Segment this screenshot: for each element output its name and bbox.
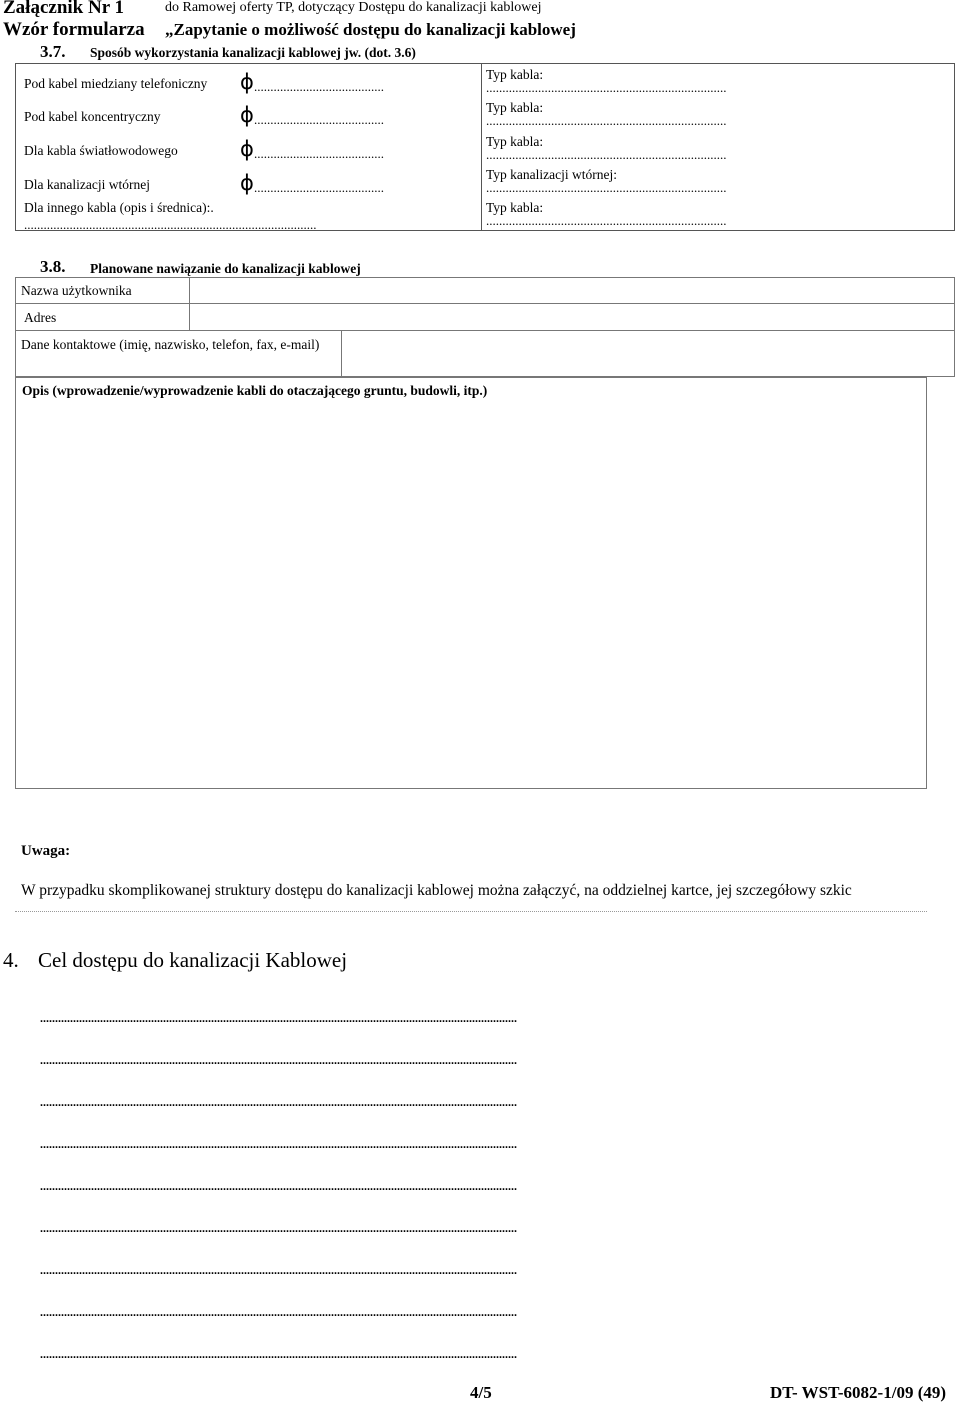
diameter-field[interactable]: ........................................: [254, 146, 384, 161]
row-label: Dla kabla światłowodowego: [24, 143, 178, 158]
cable-type-coaxial: [486, 100, 960, 129]
cable-type-field[interactable]: ..........................................................................: [486, 113, 727, 128]
cable-type-label: Typ kabla:: [486, 134, 544, 149]
cable-type-field[interactable]: ..........................................................................: [486, 80, 727, 95]
purpose-line[interactable]: ...............................................................................................................................................................: [40, 1014, 517, 1022]
cable-type-field[interactable]: ..........................................................................: [486, 147, 727, 162]
description-textarea[interactable]: [15, 377, 927, 789]
section-4-title: Cel dostępu do kanalizacji Kablowej: [38, 948, 348, 972]
contact-input[interactable]: [341, 330, 955, 377]
row-secondary-duct: [24, 177, 150, 193]
diameter-icon: ɸ: [240, 137, 254, 161]
row-coaxial-cable: [24, 109, 160, 125]
cable-type-field[interactable]: ..........................................................................: [486, 213, 727, 228]
row-label: Pod kabel miedziany telefoniczny: [24, 76, 208, 91]
diameter-icon: ɸ: [240, 171, 254, 195]
purpose-line[interactable]: ...............................................................................................................................................................: [40, 1140, 517, 1148]
user-name-label: Nazwa użytkownika: [21, 283, 132, 298]
row-fiber-cable: [24, 143, 178, 159]
purpose-line[interactable]: ...............................................................................................................................................................: [40, 1182, 517, 1190]
contact-label-cell: [15, 330, 342, 377]
cable-usage-box: [15, 63, 955, 231]
cable-type-label: Typ kabla:: [486, 67, 544, 82]
user-name-input[interactable]: [189, 277, 955, 304]
diameter-icon: ɸ: [240, 103, 254, 127]
page-number: 4/5: [470, 1383, 492, 1402]
row-other-cable: [24, 200, 214, 216]
duct-type-label: Typ kanalizacji wtórnej:: [486, 167, 618, 182]
document-id: DT- WST-6082-1/09 (49): [770, 1383, 947, 1402]
attachment-subtitle: do Ramowej oferty TP, dotyczący Dostępu do kanalizacji kablowej: [165, 0, 542, 15]
section-37-title: Sposób wykorzystania kanalizacji kablowej jw. (dot. 3.6): [90, 45, 416, 60]
address-label: Adres: [24, 310, 57, 325]
diameter-field[interactable]: ........................................: [254, 112, 384, 127]
note-text: W przypadku skomplikowanej struktury dostępu do kanalizacji kablowej można załączyć, na oddzielnej kartce, jej szczegółowy szkic: [21, 882, 852, 899]
contact-label: Dane kontaktowe (imię, nazwisko, telefon, fax, e-mail): [21, 337, 320, 352]
cable-type-other: [486, 200, 960, 229]
diameter-field[interactable]: ........................................: [254, 79, 384, 94]
purpose-line[interactable]: ...............................................................................................................................................................: [40, 1350, 517, 1358]
row-copper-cable: [24, 76, 207, 92]
section-4-number: 4.: [3, 948, 19, 972]
cable-usage-divider: [481, 64, 482, 230]
duct-type-field[interactable]: ..........................................................................: [486, 180, 727, 195]
row-label: Pod kabel koncentryczny: [24, 109, 161, 124]
purpose-line[interactable]: ...............................................................................................................................................................: [40, 1266, 517, 1274]
purpose-line[interactable]: ...............................................................................................................................................................: [40, 1224, 517, 1232]
attachment-title: Załącznik Nr 1: [3, 0, 125, 18]
duct-type-secondary: [486, 167, 960, 196]
note-divider: [15, 911, 927, 912]
cable-type-label: Typ kabla:: [486, 200, 544, 215]
purpose-line[interactable]: ...............................................................................................................................................................: [40, 1308, 517, 1316]
purpose-line[interactable]: ...............................................................................................................................................................: [40, 1098, 517, 1106]
section-38-title: Planowane nawiązanie do kanalizacji kablowej: [90, 261, 361, 276]
cable-type-fiber: [486, 134, 960, 163]
row-label: Dla kanalizacji wtórnej: [24, 177, 150, 192]
diameter-field[interactable]: ........................................: [254, 180, 384, 195]
section-38-number: 3.8.: [40, 257, 66, 276]
other-cable-field[interactable]: ..........................................................................................: [24, 217, 317, 232]
form-template-title: Wzór formularza: [3, 19, 145, 40]
section-37-number: 3.7.: [40, 42, 66, 61]
user-name-label-cell: [15, 277, 190, 304]
cable-type-copper: [486, 67, 960, 96]
address-label-cell: [15, 303, 190, 331]
note-label: Uwaga:: [21, 843, 71, 859]
address-input[interactable]: [189, 303, 955, 331]
purpose-line[interactable]: ...............................................................................................................................................................: [40, 1056, 517, 1064]
diameter-icon: ɸ: [240, 70, 254, 94]
row-label: Dla innego kabla (opis i średnica):.: [24, 200, 214, 215]
cable-type-label: Typ kabla:: [486, 100, 544, 115]
description-label: Opis (wprowadzenie/wyprowadzenie kabli do otaczającego gruntu, budowli, itp.): [22, 383, 488, 398]
form-name: „Zapytanie o możliwość dostępu do kanalizacji kablowej: [165, 20, 576, 39]
